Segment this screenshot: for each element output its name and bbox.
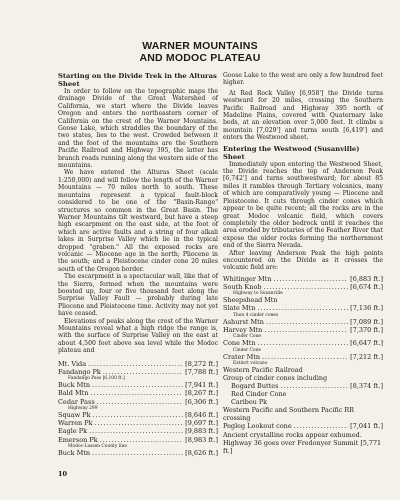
paragraph: We have entered the Alturas Sheet (scale 1:250,000) and will follow the length of the Warner Mountains — 70 miles north to south. These mountains represent a typical fault-block considered to be one of the "Basin-Range" structures so common in the Great Basin. The Warner Mountains tilt westward, but have a steep high escarpment on the east side, at the foot of which are active faults and a string of four alkali lakes in Surprise Valley which lie in the typical dropped "graben." All the exposed rocks are volcanic — Miocene age in the north; Pliocene in the south; and a Pleistocene cinder cone 20 miles south of the Oregon border. xyxy=(58,169,218,273)
peak-entry: Cedar Pass ..... [6,306 ft.] xyxy=(58,398,218,406)
point-entry: Crater Mtn ..... [7,212 ft.] xyxy=(223,353,383,361)
peak-entry: Mt. Vida ..... [8,272 ft.] xyxy=(58,360,218,368)
paragraph: In order to follow on the topographic maps the drainage Divide of the Great Watershed of California, we start where the Divide leaves Oregon and enters the northeastern corner of California on the crest of the Warner Mountains. Goose Lake, which straddles the boundary of the two states, lies to the west. Crowded between it and the foot of the mountains are the Southern Pacific Railroad and Highway 395, the latter has branch roads running along the western side of the mountains. xyxy=(58,88,218,170)
paragraph: At Red Rock Valley [6,958'] the Divide turns westward for 20 miles, crossing the Southern Pacific Railroad and Highway 395 north of Madeline Plains, covered with Quaternary lake beds, at an elevation over 5,000 feet. It climbs a mountain [7,029'] and turns south [6,419'] and enters the Westwood sheet. xyxy=(223,89,383,142)
point-entry: South Knob ..... [6,674 ft.] xyxy=(223,283,383,291)
point-entry: Slate Mtn ..... [7,136 ft.] xyxy=(223,304,383,312)
divide-points-list xyxy=(223,275,383,455)
point-plain: Western Pacific and Southern Pacific RR crossing xyxy=(223,406,354,423)
point-note: Cinder Cone xyxy=(233,334,261,340)
peak-entry: Squaw Pk ..... [8,646 ft.] xyxy=(58,411,218,419)
point-note: Then 4 cinder cones xyxy=(233,312,279,318)
left-column xyxy=(58,72,218,457)
peak-entry: Warren Pk ..... [9,697 ft.] xyxy=(58,419,218,427)
paragraph: Elevations of peaks along the crest of the Warner Mountains reveal what a high ridge the range is, with the surface of Surprise Valley on the east at about 4,500 feet above sea level while the Modoc plateau and xyxy=(58,317,218,355)
page-subtitle: AND MODOC PLATEAU xyxy=(139,52,261,64)
point-plain: Red Cinder Cone xyxy=(231,390,287,399)
paragraph: Immediately upon entering the Westwood Sheet, the Divide reaches the top of Anderson Peak [6,742'] and turns southwestward; for about 85 miles it rambles through Tertiary volcanics, many of which are comparatively young — Pliocene and Pleistocene. It cuts through cinder cones which appear to be quite recent; all the rocks are in the great Modoc volcanic field, which covers completely the older bedrock until it reaches the area eroded by tributaries of the Feather River that expose the older rocks forming the northernmost end of the Sierra Nevada. xyxy=(223,160,383,250)
point-plain: Sheepshead Mtn xyxy=(223,296,278,305)
point-plain: Ancient crystalline rocks appear exhumed. xyxy=(223,430,362,439)
point-plain: Highway 36 goes over Fredonyer Summit [5,771 ft.] xyxy=(223,438,382,455)
point-entry: Whitinger Mtn ..... [6,883 ft.] xyxy=(223,275,383,283)
section-heading-alturas: Starting on the Divide Trek in the Alturas Sheet xyxy=(58,72,217,88)
point-entry: Cone Mtn ..... [6,647 ft.] xyxy=(223,339,383,347)
point-plain: Caribou Pk xyxy=(231,398,268,407)
point-entry: Pegleg Lookout cone ..... [7,041 ft.] xyxy=(223,422,383,430)
peak-note: Highway 299 xyxy=(68,405,98,411)
point-entry: Harvey Mtn ..... [7,370 ft.] xyxy=(223,326,383,334)
peak-note: Fandango Pass [6,100 ft.] xyxy=(68,376,125,382)
peak-note: Modoc-Lassen County line xyxy=(68,443,127,449)
right-column xyxy=(223,72,383,455)
paragraph: After leaving Anderson Peak the high points encountered on the Divide as it crosses the volcanic field are: xyxy=(223,249,383,272)
point-entry: Ashurst Mtn ..... [7,089 ft.] xyxy=(223,318,383,326)
point-entry: Bogard Buttes ..... [8,374 ft.] xyxy=(223,382,383,390)
point-note: Highway to Susanville xyxy=(233,291,283,297)
peak-entry: Eagle Pk ..... [9,883 ft.] xyxy=(58,427,218,435)
page-title: WARNER MOUNTAINS xyxy=(142,40,258,52)
point-note: Cinder Cone xyxy=(233,347,261,353)
peak-entry: Emerson Pk ..... [8,983 ft.] xyxy=(58,436,218,444)
peak-entry: Fandango Pk ..... [7,788 ft.] xyxy=(58,368,218,376)
peak-entry: Buck Mtn ..... [8,626 ft.] xyxy=(58,449,218,457)
peak-list xyxy=(58,360,218,458)
page-number: 10 xyxy=(58,470,68,478)
paragraph: Goose Lake to the west are only a few hundred feet higher. xyxy=(223,72,383,87)
paragraph: The escarpment is a spectacular wall, like that of the Sierra, formed when the mountains were boosted up, four or five thousand feet along the Surprise Valley Fault — probably during late Pliocene and Pleistocene time. Activity may not yet have ceased. xyxy=(58,273,218,318)
section-heading-westwood: Entering the Westwood (Susanville) Sheet xyxy=(223,144,360,161)
point-plain: Group of cinder cones including xyxy=(223,374,328,383)
peak-entry: Bald Mtn ..... [8,267 ft.] xyxy=(58,389,218,397)
point-note: Extinct volcano xyxy=(233,360,268,366)
peak-entry: Buck Mtn ..... [7,941 ft.] xyxy=(58,381,218,389)
point-plain: Western Pacific Railroad xyxy=(223,366,303,375)
